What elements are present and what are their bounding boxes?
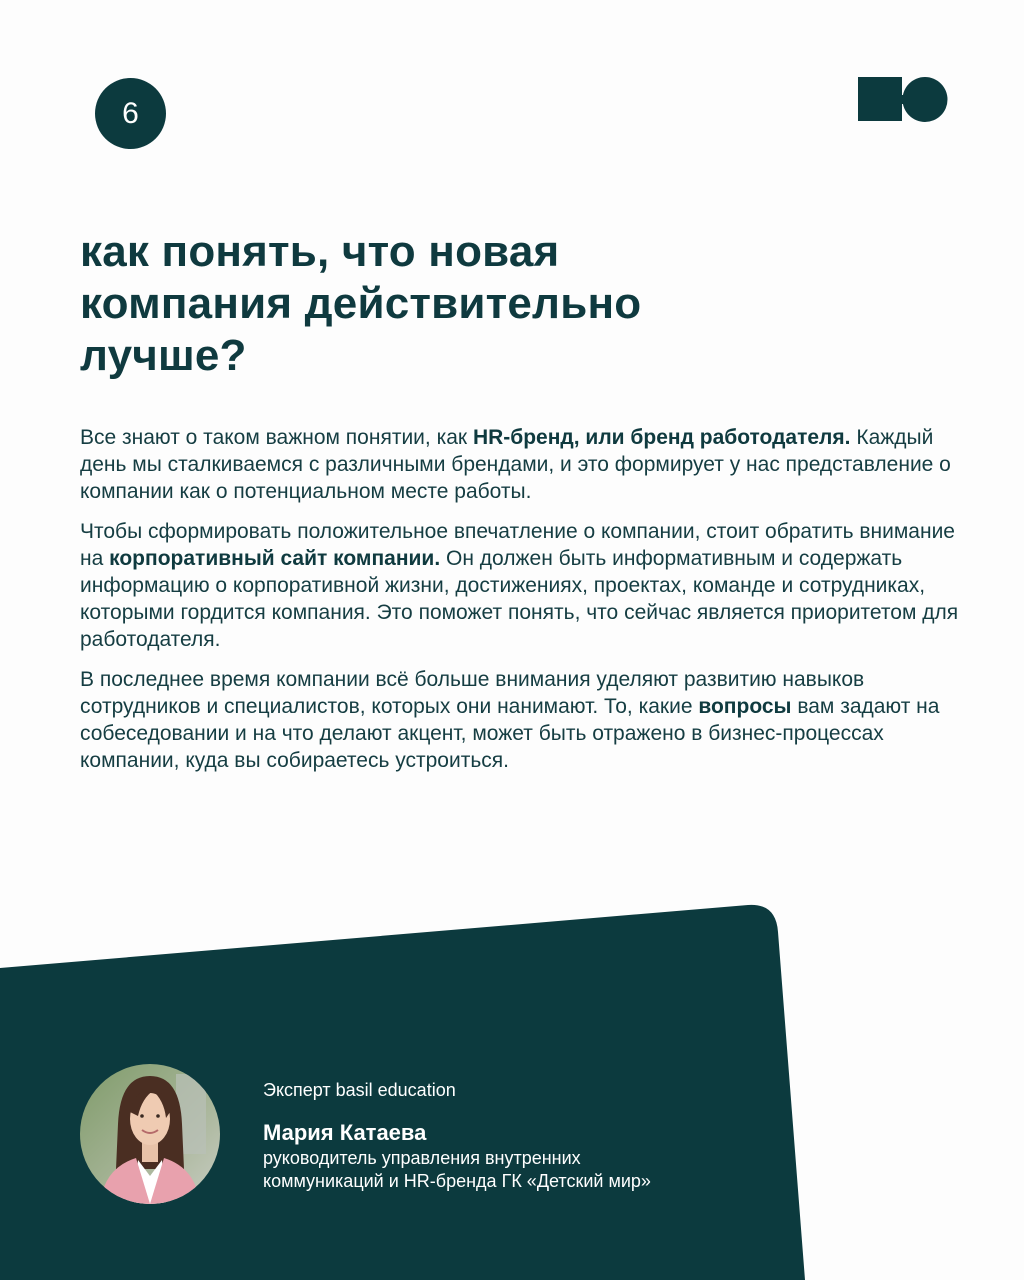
brand-logo-icon <box>858 77 948 122</box>
paragraph-2-bold: корпоративный сайт компании. <box>109 547 441 570</box>
expert-label: Эксперт basil education <box>263 1080 456 1100</box>
paragraph-1-bold: HR-бренд, или бренд работодателя. <box>472 426 851 449</box>
title-line-1: как понять, что новая <box>80 227 560 276</box>
paragraph-3 <box>80 666 960 774</box>
expert-role-line-2: коммуникаций и HR-бренда ГК «Детский мир» <box>263 1171 651 1191</box>
title-line-3: лучше? <box>80 331 247 380</box>
paragraph-3-text-b: вам задают на собеседовании и на что делают акцент, может быть отражено в бизнес-процессах компании, куда вы собираетесь устроиться. <box>80 695 940 772</box>
paragraph-3-bold: вопросы <box>698 695 792 718</box>
expert-role-line-1: руководитель управления внутренних <box>263 1148 581 1168</box>
title-line-2: компания действительно <box>80 279 642 328</box>
article-body <box>80 424 960 787</box>
paragraph-1-text-a: Все знают о таком важном понятии, как <box>80 426 473 449</box>
paragraph-1-text-b: Каждый день мы сталкиваемся с различными брендами, и это формирует у нас представление о компании как о потенциальном месте работы. <box>80 426 951 503</box>
expert-role <box>263 1147 783 1193</box>
paragraph-2 <box>80 518 960 653</box>
page-number: 6 <box>122 96 139 130</box>
expert-photo <box>80 1064 220 1204</box>
paragraph-2-text-a: Чтобы сформировать положительное впечатление о компании, стоит обратить внимание на <box>80 520 955 570</box>
paragraph-1 <box>80 424 960 505</box>
paragraph-3-text-a: В последнее время компании всё больше внимания уделяют развитию навыков сотрудников и специалистов, которых они нанимают. То, какие <box>80 668 865 718</box>
page-number-badge <box>95 78 166 149</box>
paragraph-2-text-b: Он должен быть информативным и содержать информацию о корпоративной жизни, достижениях, проектах, команде и сотрудниках, которыми гордится компания. Это поможет понять, что сейчас является приоритетом для работодателя. <box>80 547 959 651</box>
page-title <box>80 226 940 382</box>
expert-name: Мария Катаева <box>263 1120 427 1145</box>
